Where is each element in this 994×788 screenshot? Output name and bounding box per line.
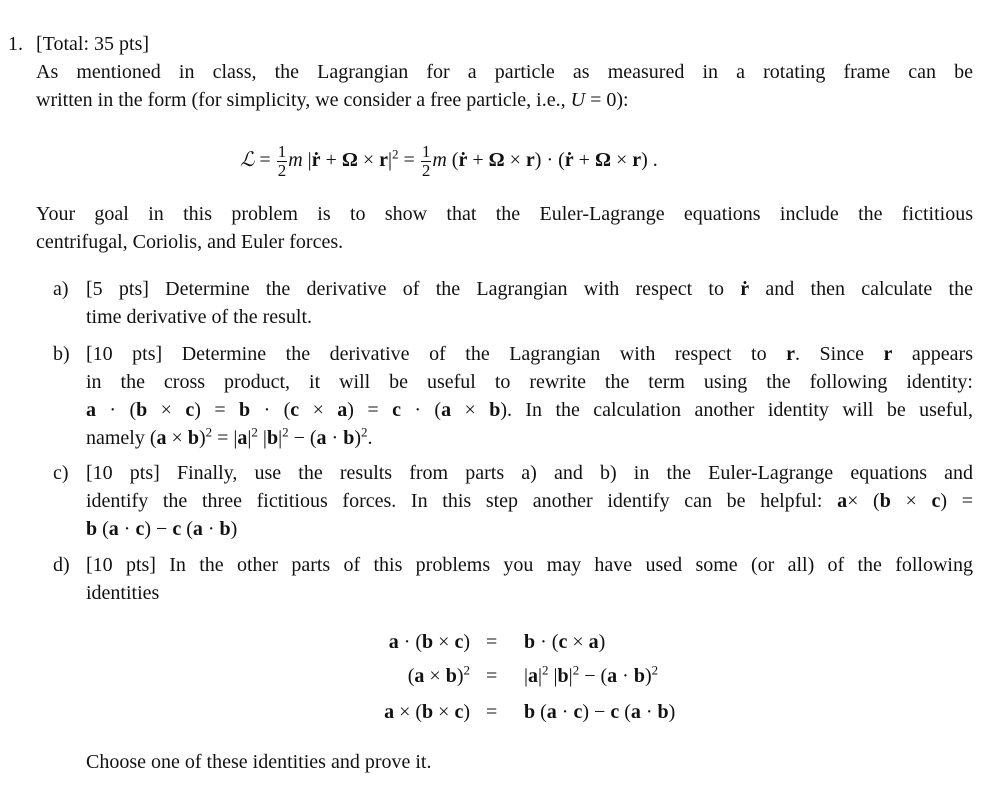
identity-rhs: b · (c × a)	[524, 631, 606, 653]
lagrangian-equation: ℒ = $\frac{1}{2}$ m |ṙ + $\Omega \times r|^2$ = $\frac{1}{2}$ m (ṙ + Ω × r) · (ṙ + Ω × r) .	[240, 141, 658, 180]
identity-equals: =	[486, 665, 498, 687]
intro-line-2: written in the form (for simplicity, we consider a free particle, i.e., U = 0):	[36, 89, 629, 111]
part-d-label: d)	[53, 554, 70, 576]
intro-line-1: As mentioned in class, the Lagrangian for a particle as measured in a rotating frame can be	[36, 61, 973, 83]
identity-lhs: $(a \times b)^2$	[407, 662, 470, 687]
part-c-line-3: b (a · c) − c (a · b)	[86, 518, 238, 540]
problem-total-points: [Total: 35 pts]	[36, 33, 150, 55]
part-c-label: c)	[53, 462, 69, 484]
identity-equals: =	[486, 701, 498, 723]
part-d-closing: Choose one of these identities and prove it.	[86, 751, 432, 773]
identity-row	[300, 662, 800, 690]
part-b-line-4: namely $(a \times b)^2 = |a|^2$ $|b|^2 - (a \cdot b)^2$.	[86, 424, 373, 449]
identity-row	[300, 698, 800, 726]
part-d-line-2: identities	[86, 582, 160, 604]
part-b-label: b)	[53, 343, 70, 365]
identity-row	[300, 628, 800, 656]
part-a-line-2: time derivative of the result.	[86, 306, 313, 328]
goal-line-2: centrifugal, Coriolis, and Euler forces.	[36, 231, 344, 253]
fraction-one-half: $\frac{1}{2}$	[277, 141, 287, 180]
identity-lhs: a · (b × c)	[388, 631, 470, 653]
identity-rhs: $|a|^2$ $|b|^2 - (a \cdot b)^2$	[524, 662, 659, 687]
identity-rhs: b (a · c) − c (a · b)	[524, 701, 676, 723]
goal-line-1: Your goal in this problem is to show that the Euler-Lagrange equations include the fictitious	[36, 203, 973, 225]
problem-number: 1.	[8, 33, 23, 55]
fraction-one-half: $\frac{1}{2}$	[421, 141, 431, 180]
part-b-line-2: in the cross product, it will be useful to rewrite the term using the following identity:	[86, 371, 973, 393]
part-c-line-2: identify the three fictitious forces. In this step another identify can be helpful: a× (b × c) =	[86, 490, 973, 512]
part-b-line-3: a · (b × c) = b · (c × a) = c · (a × b). In the calculation another identity will be useful,	[86, 399, 974, 421]
identity-lhs: a × (b × c)	[384, 701, 470, 723]
part-a-label: a)	[53, 278, 69, 300]
part-a-line-1: [5 pts] Determine the derivative of the Lagrangian with respect to ṙ and then calculate the	[86, 278, 973, 300]
part-b-line-1: [10 pts] Determine the derivative of the Lagrangian with respect to r. Since r appears	[86, 343, 973, 365]
part-c-line-1: [10 pts] Finally, use the results from parts a) and b) in the Euler-Lagrange equations and	[86, 462, 973, 484]
part-d-line-1: [10 pts] In the other parts of this problems you may have used some (or all) of the following	[86, 554, 973, 576]
identity-equals: =	[486, 631, 498, 653]
